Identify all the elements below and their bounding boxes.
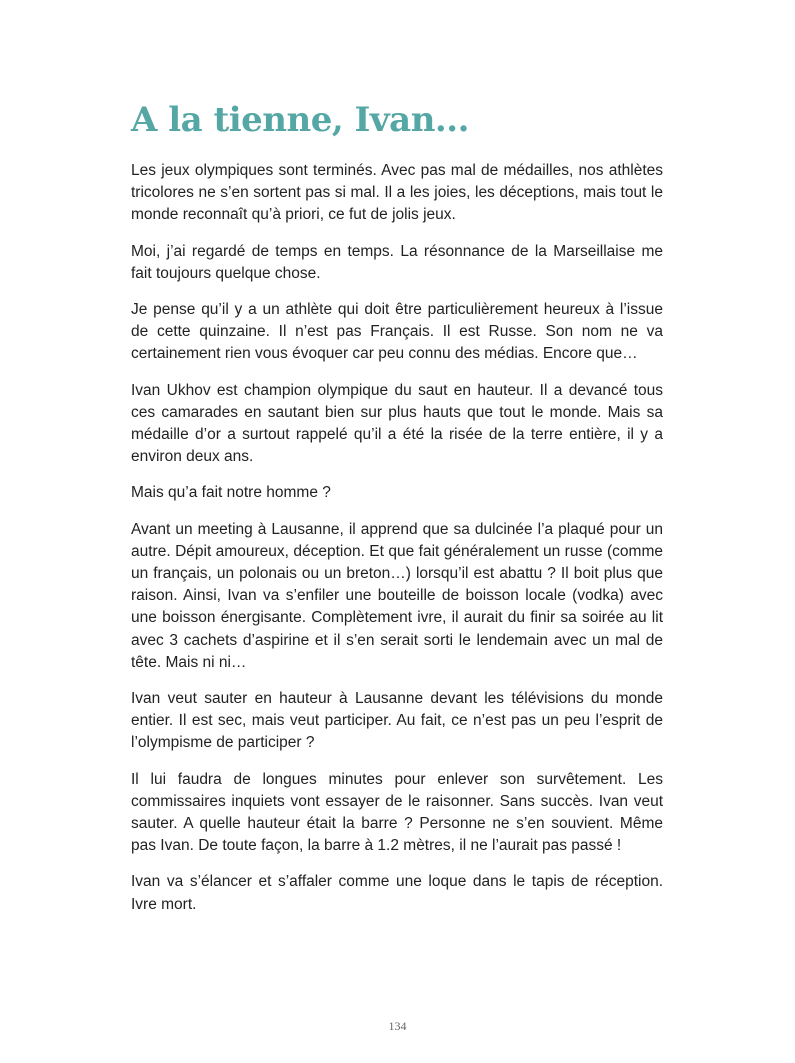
paragraph: Il lui faudra de longues minutes pour enlever son survêtement. Les commissaires inquiets vont essayer de le raisonner. Sans succès. Ivan veut sauter. A quelle hauteur était la barre ? Personne ne s’en souvient. Même pas Ivan. De toute façon, la barre à 1.2 mètres, il ne l’aurait pas passé !	[131, 770, 663, 855]
paragraph: Ivan va s’élancer et s’affaler comme une loque dans le tapis de réception. Ivre mort.	[131, 873, 663, 913]
paragraph: Ivan veut sauter en hauteur à Lausanne devant les télévisions du monde entier. Il est sec, mais veut participer. Au fait, ce n’est pas un peu l’esprit de l’olympisme de participer ?	[131, 690, 663, 752]
paragraph: Moi, j’ai regardé de temps en temps. La résonnance de la Marseillaise me fait toujours quelque chose.	[131, 242, 663, 282]
paragraph: Je pense qu’il y a un athlète qui doit être particulièrement heureux à l’issue de cette quinzaine. Il n’est pas Français. Il est Russe. Son nom ne va certainement rien vous évoquer car peu connu des médias. Encore que…	[131, 301, 663, 363]
page-number: 134	[388, 1019, 407, 1033]
paragraph: Avant un meeting à Lausanne, il apprend que sa dulcinée l’a plaqué pour un autre. Dépit amoureux, déception. Et que fait généralement un russe (comme un français, un polonais ou un breton…) lorsqu’il est abattu ? Il boit plus que raison. Ainsi, Ivan va s’enfiler une bouteille de boisson locale (vodka) avec une boisson énergisante. Complètement ivre, il aurait du finir sa soirée au lit avec 3 cachets d’aspirine et il s’en serait sorti le lendemain avec un mal de tête. Mais ni ni…	[131, 520, 663, 671]
paragraph: Les jeux olympiques sont terminés. Avec pas mal de médailles, nos athlètes tricolores ne s’en sortent pas si mal. Il a les joies, les déceptions, mais tout le monde reconnaît qu’à priori, ce fut de jolis jeux.	[131, 162, 663, 224]
chapter-body	[131, 160, 663, 930]
chapter-title: A la tienne, Ivan...	[131, 100, 469, 140]
paragraph: Ivan Ukhov est champion olympique du saut en hauteur. Il a devancé tous ces camarades en sautant bien sur plus hauts que tout le monde. Mais sa médaille d’or a surtout rappelé qu’il a été la risée de la terre entière, il y a environ deux ans.	[131, 381, 663, 466]
paragraph: Mais qu’a fait notre homme ?	[131, 484, 331, 502]
